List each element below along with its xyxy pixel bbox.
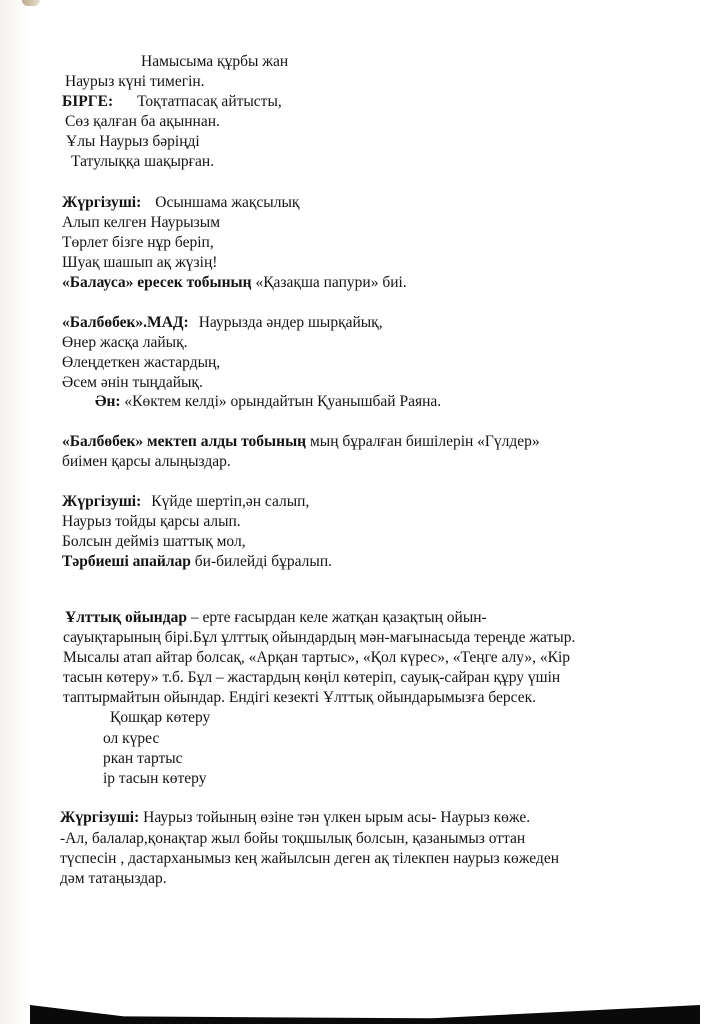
verse-line: Шуақ шашып ақ жүзің! <box>62 254 218 271</box>
speaker-label: Жүргізуші: <box>62 194 142 211</box>
paragraph-line <box>65 608 487 628</box>
verse-line: Сөз қалған ба ақыннан. <box>65 113 220 130</box>
game-list-item: ір тасын көтеру <box>103 770 207 787</box>
paragraph-line: Мысалы атап айтар болсақ, «Арқан тартыс», «Қол күрес», «Теңге алу», «Кір <box>63 649 571 666</box>
paragraph-text: Наурыз тойының өзіне тән үлкен ырым асы- Наурыз көже. <box>139 809 531 826</box>
verse-line: Наурыз тойды қарсы алып. <box>62 513 241 530</box>
game-list-item: ркан тартыс <box>103 750 183 767</box>
verse-line <box>62 193 299 213</box>
announcement-line <box>95 392 441 412</box>
paragraph-text: – ерте ғасырдан келе жатқан қазақтың ойын- <box>186 609 487 626</box>
verse-text: би-билейді бұралып. <box>190 553 332 570</box>
announcement-text: «Қазақша папури» биі. <box>251 274 407 291</box>
speaker-label: «Балбөбек».МАД: <box>62 314 189 331</box>
speaker-label: Жүргізуші: <box>62 493 142 510</box>
paragraph-line: түспесін , дастарханымыз кең жайылсын деген ақ тілекпен наурыз көжеден <box>60 850 559 867</box>
group-name: «Балбөбек» мектеп алды тобының <box>62 433 307 450</box>
verse-line: Намысыма құрбы жан <box>141 53 289 70</box>
verse-line <box>62 313 383 333</box>
verse-text: Осыншама жақсылық <box>155 194 300 211</box>
announcement-text: «Көктем келді» орындайтын Қуанышбай Раяна. <box>120 393 442 410</box>
verse-line: Алып келген Наурызым <box>62 214 221 231</box>
group-name: Тәрбиеші апайлар <box>62 553 191 570</box>
verse-line: Татулыққа шақырған. <box>71 153 215 170</box>
paragraph-line <box>60 808 530 828</box>
speaker-label: БІРГЕ: <box>62 93 114 110</box>
verse-line: Наурыз күні тимегін. <box>65 73 205 90</box>
verse-text: Күйде шертіп,ән салып, <box>151 493 310 510</box>
paragraph-line: сауықтарының бірі.Бұл ұлттық ойындардың мән-мағынасыда тереңде жатыр. <box>63 629 576 646</box>
verse-line: Болсын дейміз шаттық мол, <box>62 533 246 550</box>
announcement-line <box>62 273 407 293</box>
group-name: «Балауса» ересек тобының <box>62 274 252 291</box>
song-label: Ән: <box>95 393 121 410</box>
verse-text: Наурызда әндер шырқайық, <box>198 314 383 331</box>
paragraph-line: дәм татаңыздар. <box>60 870 167 887</box>
game-list-item: ол күрес <box>103 730 160 747</box>
paragraph-line: -Ал, балалар,қонақтар жыл бойы тоқшылық болсын, қазанымыз оттан <box>60 830 526 847</box>
verse-line <box>62 552 332 572</box>
verse-line: Ұлы Наурыз бәріңді <box>66 133 200 150</box>
section-title: Ұлттық ойындар <box>65 609 187 626</box>
verse-line <box>62 92 282 112</box>
announcement-line: биімен қарсы алыңыздар. <box>62 453 231 470</box>
paragraph-line: тасын көтеру» т.б. Бұл – жастардың көңіл көтеріп, сауық-сайран құру үшін <box>63 669 561 686</box>
verse-line: Төрлет бізге нұр беріп, <box>62 234 214 251</box>
verse-line: Өлеңдеткен жастардың, <box>62 354 221 371</box>
game-list-item: Қошқар көтеру <box>110 709 211 726</box>
speaker-label: Жүргізуші: <box>60 809 140 826</box>
verse-line: Әсем әнін тыңдайық. <box>62 374 203 391</box>
verse-line <box>62 492 309 512</box>
paragraph-line: таптырмайтын ойындар. Ендігі кезекті Ұлттық ойындарымызға берсек. <box>63 689 536 706</box>
verse-text: Тоқтатпасақ айтысты, <box>137 93 282 110</box>
announcement-line <box>62 432 540 452</box>
announcement-text: мың бұралған бишілерін «Гүлдер» <box>306 433 540 450</box>
verse-line: Өнер жасқа лайық. <box>62 334 188 351</box>
